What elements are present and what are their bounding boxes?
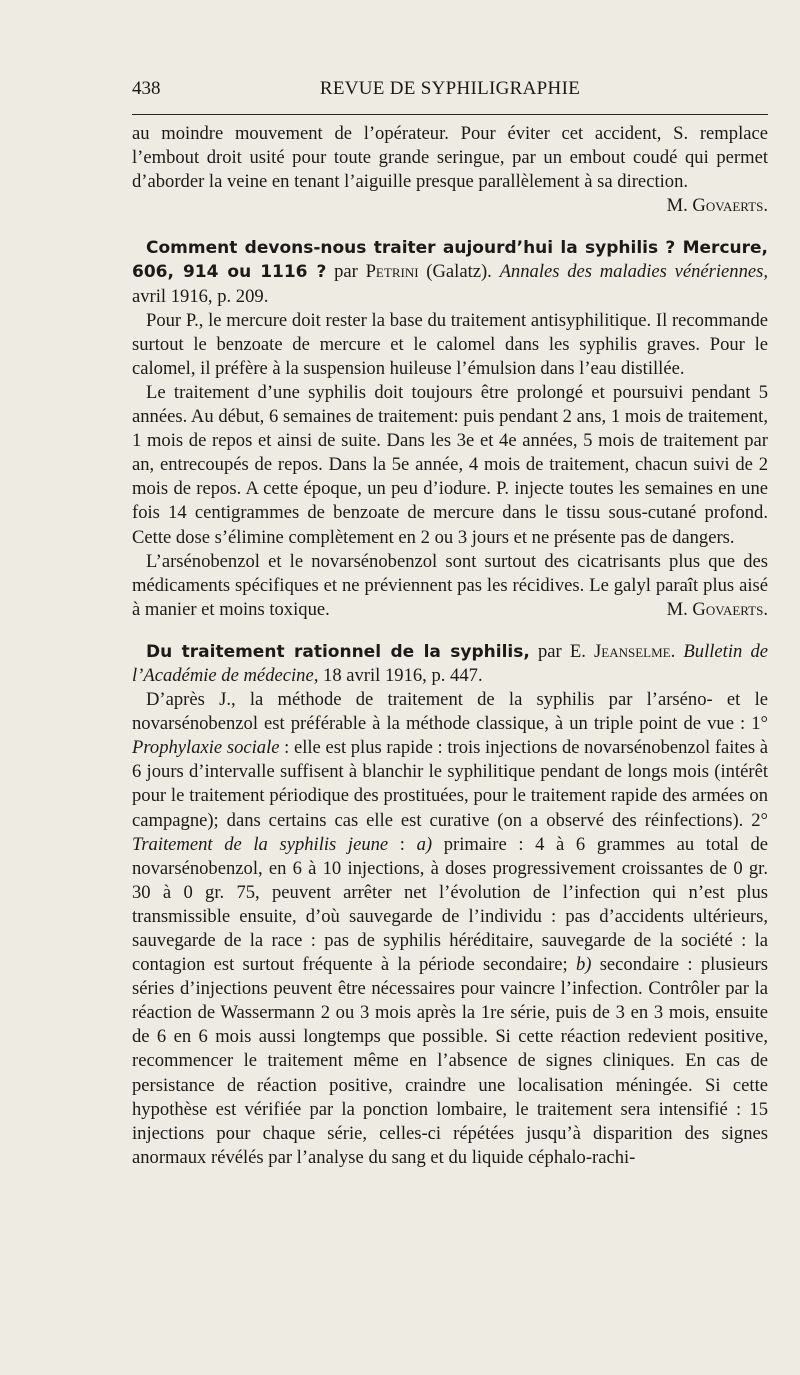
article-by: par E.	[537, 640, 586, 662]
italic-run: a)	[416, 833, 433, 855]
body-text	[132, 122, 768, 1170]
text-run: :	[388, 833, 417, 855]
article-heading-2	[132, 640, 768, 688]
article-date: 18 avril 1916, p. 447.	[323, 664, 483, 686]
text-run: primaire : 4 à 6 grammes au total de novarsénobenzol, en 6 à 10 injections, à doses progressivement croissantes de 0 gr. 30 à 0 gr. 75, peuvent arrêter net l’évolution de l’infection qui n’est plus transmissible ensuite, d’où sauvegarde de l’individu : pas d’accidents ultérieurs, sauvegarde de la race : pas de syphilis héréditaire, sauvegarde de la société : la contagion est surtout fréquente à la période secondaire;	[132, 833, 769, 976]
article-title: Comment devons-nous traiter aujourd’hui la syphilis ? Mercure, 606, 914 ou 1116 ?	[132, 238, 768, 283]
journal-title: REVUE DE SYPHILIGRAPHIE	[319, 78, 581, 99]
article-title: Du traitement rationnel de la syphilis,	[146, 641, 530, 662]
italic-run: Prophylaxie sociale	[132, 737, 280, 759]
article-heading-1	[132, 236, 768, 308]
paragraph: Pour P., le mercure doit rester la base du traitement antisyphilitique. Il recommande surtout le benzoate de mercure et le calomel dans les syphilis graves. Pour le calomel, il préfère à la suspension huileuse l’émulsion dans l’eau distillée.	[132, 309, 768, 379]
text-run: secondaire : plusieurs séries d’injections peuvent être nécessaires pour vaincre l’infection. Contrôler par la réaction de Wassermann 2 ou 3 mois après la 1re série, puis de 3 en 3 mois, ensuite de 6 en 6 mois aussi longtemps que possible. Si cette réaction redevient positive, recommencer le traitement même en l’absence de signes cliniques. En cas de persistance de réaction positive, craindre une localisation méningée. Si cette hypothèse est vérifiée par la ponction lombaire, le traitement sera intensifié : 15 injections pour chaque série, celles-ci répétées jusqu’à disparition des signes anormaux révélés par l’analyse du sang et du liquide céphalo-rachi-	[132, 954, 768, 1168]
signature: M. Govaerts.	[666, 598, 768, 620]
running-head	[132, 76, 768, 106]
article-author: Petrini	[365, 261, 419, 283]
paragraph-continuation	[132, 122, 768, 218]
article-place: (Galatz).	[426, 261, 492, 283]
paragraph-text: au moindre mouvement de l’opérateur. Pour éviter cet accident, S. remplace l’embout droit usité pour toute grande seringue, par un embout coudé qui permet d’aborder la veine en tenant l’aiguille presque parallèlement à sa direction.	[132, 123, 768, 193]
italic-run: b)	[575, 954, 592, 976]
page-number: 438	[132, 78, 161, 99]
article-date: avril 1916, p. 209.	[132, 285, 269, 307]
italic-run: Traitement de la syphilis jeune	[132, 833, 389, 855]
paragraph-text: L’arsénobenzol et le novarsénobenzol sont surtout des cicatrisants plus que des médicaments spécifiques et ne préviennent pas les récidives. Le galyl paraît plus aisé à manier et moins toxique.	[132, 550, 768, 620]
article-source: Bulletin de l’Académie de médecine,	[132, 640, 768, 686]
article-source: Annales des maladies vénériennes,	[499, 261, 769, 283]
paragraph	[132, 550, 768, 622]
article-author: Jeanselme.	[594, 640, 676, 662]
header-rule	[132, 114, 768, 115]
paragraph: Le traitement d’une syphilis doit toujours être prolongé et poursuivi pendant 5 années. Au début, 6 semaines de traitement: puis pendant 2 ans, 1 mois de traitement, 1 mois de repos et ainsi de suite. Dans les 3e et 4e années, 5 mois de traitement par an, entrecoupés de repos. Dans la 5e année, 4 mois de traitement, chacun suivi de 2 mois de repos. A cette époque, un peu d’iodure. P. injecte toutes les semaines en une fois 14 centigrammes de benzoate de mercure dans le tissu sous-cutané profond. Cette dose s’élimine complètement en 2 ou 3 jours et ne présente pas de dangers.	[132, 381, 768, 548]
text-run: D’après J., la méthode de traitement de la syphilis par l’arséno- et le novarsénobenzol est préférable à la méthode classique, à un triple point de vue : 1°	[132, 689, 768, 735]
text-run: : elle est plus rapide : trois injections de novarsénobenzol faites à 6 jours d’intervalle suffisent à blanchir le syphilitique pendant de longs mois (intérêt pour le traitement périodique des prostituées, pour le traitement rapide des armées on campagne); dans certains cas elle est curative (on a observé des réinfections). 2°	[132, 737, 768, 831]
signature: M. Govaerts.	[666, 195, 768, 217]
article-by: par	[334, 261, 358, 283]
paragraph	[132, 688, 768, 1170]
